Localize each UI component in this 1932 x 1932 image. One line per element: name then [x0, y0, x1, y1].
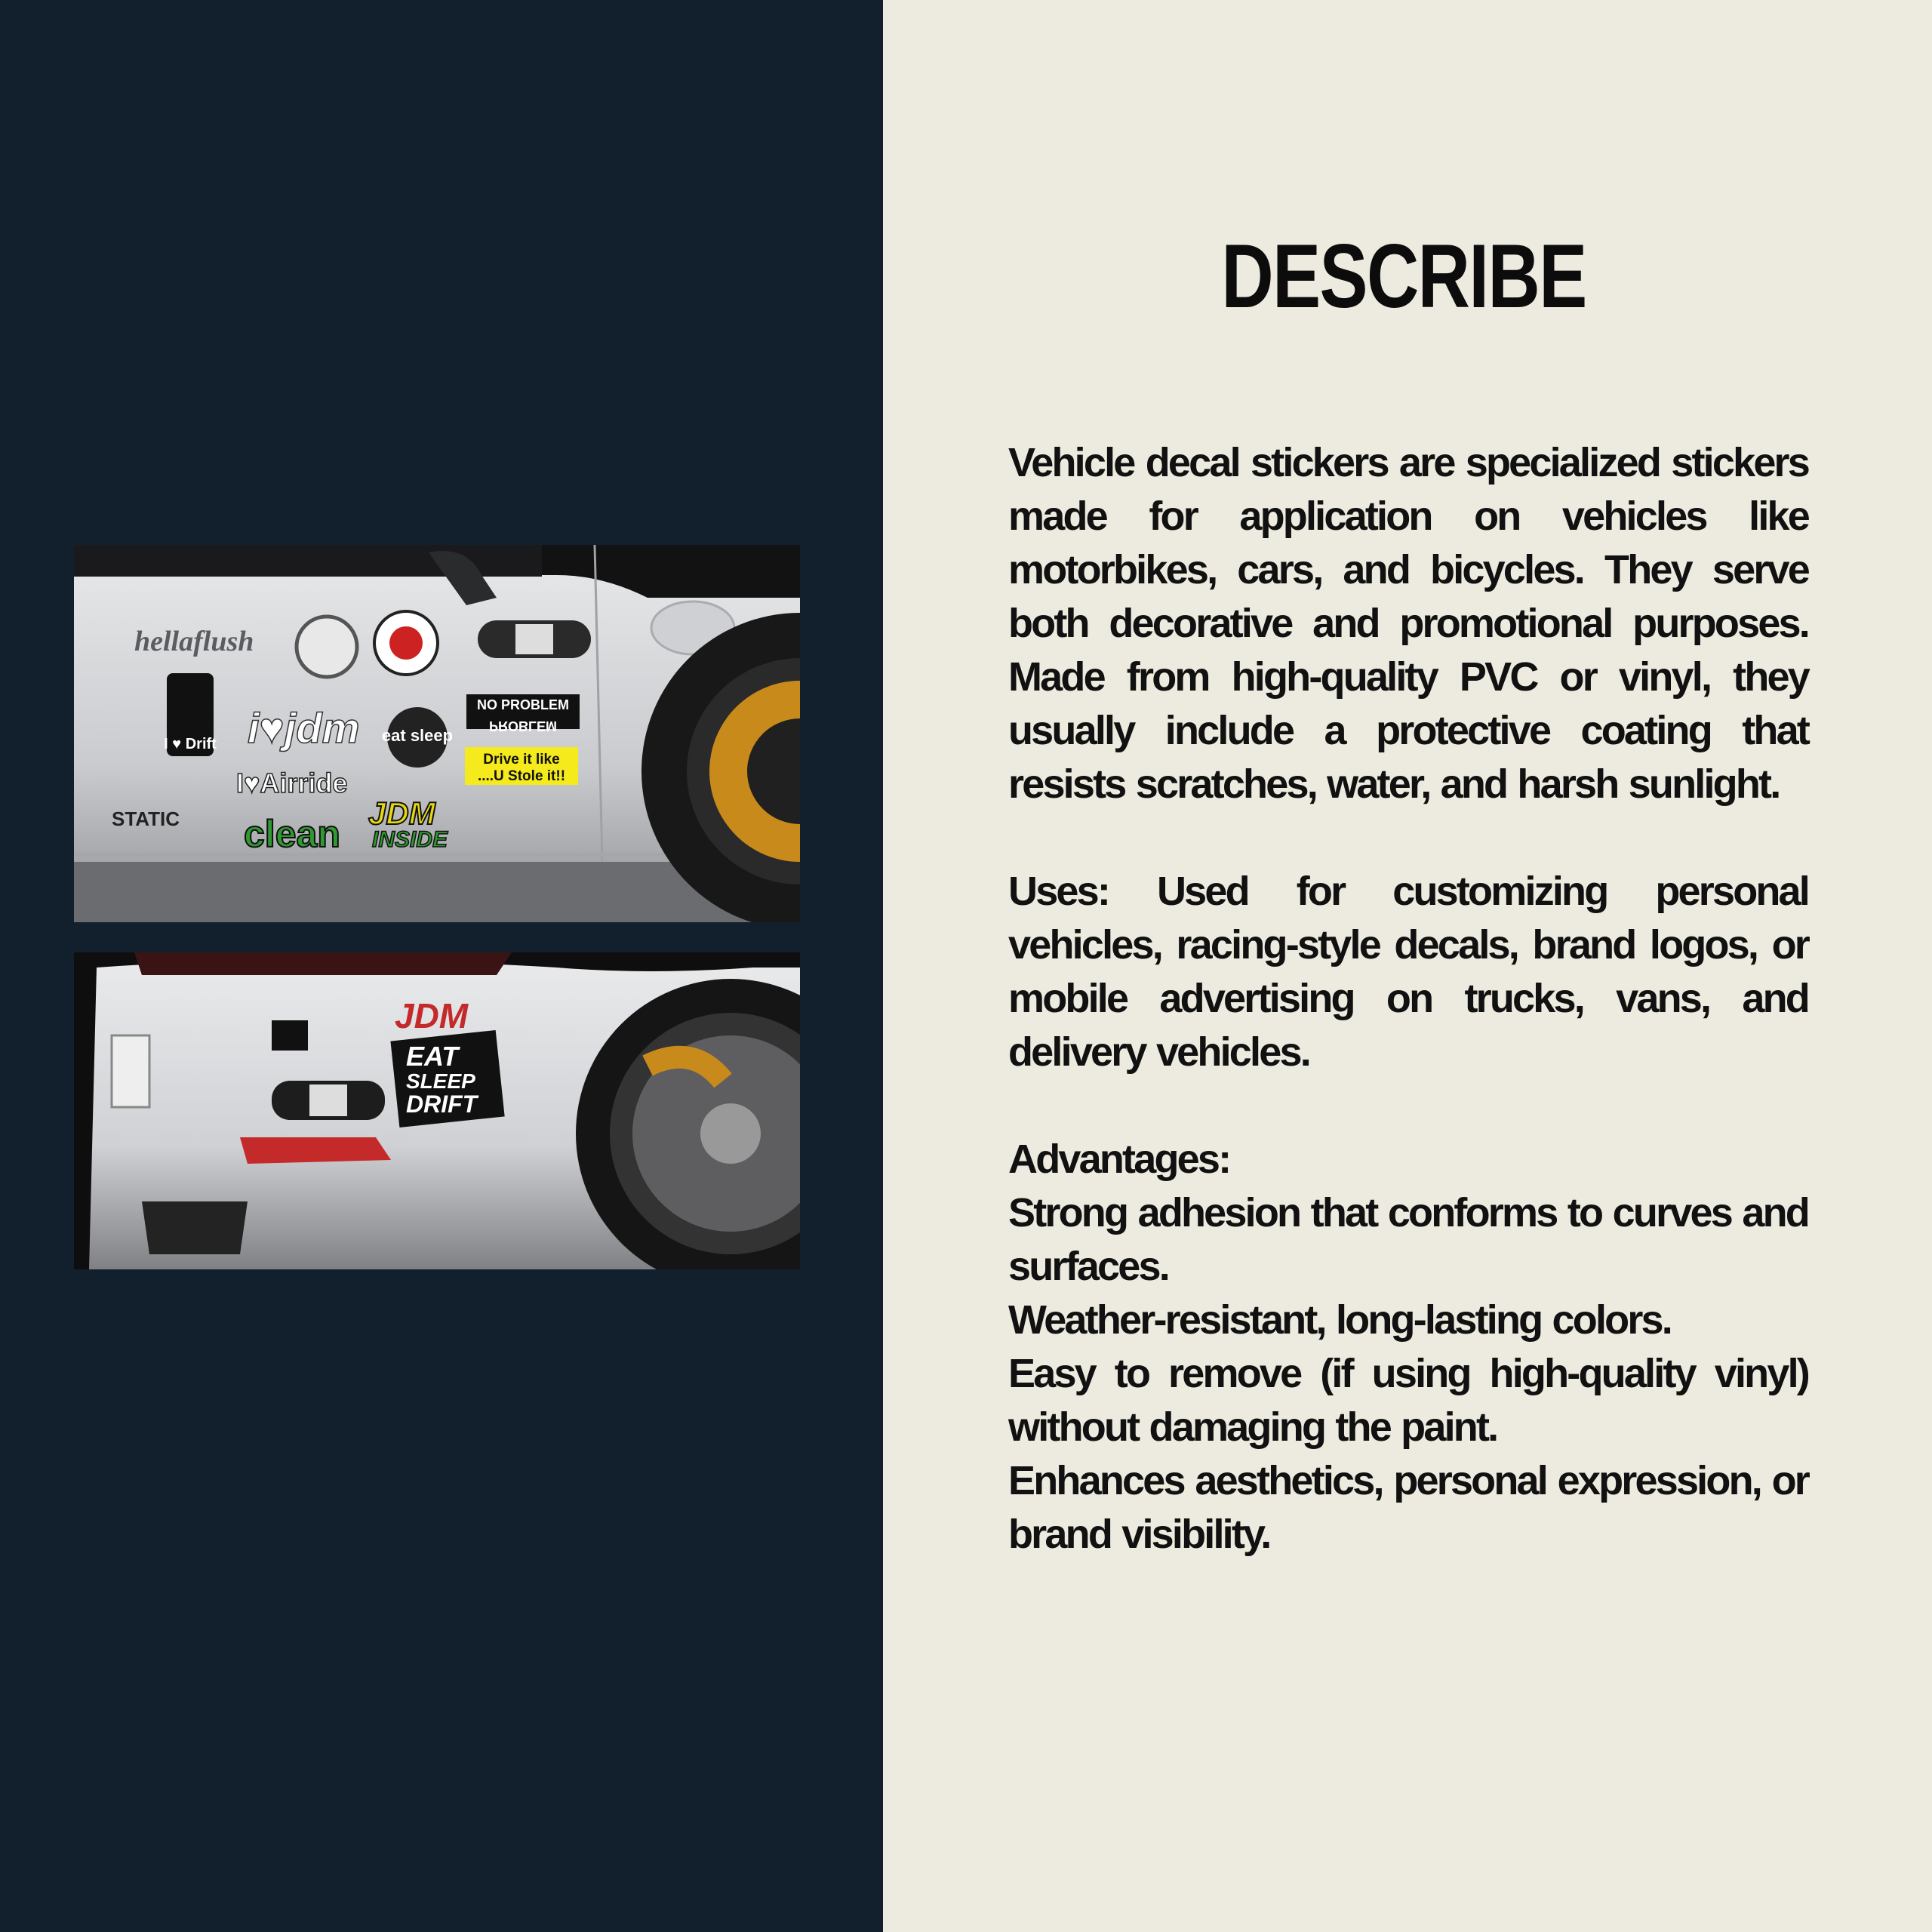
uses-paragraph: Uses: Used for customizing personal vehicles, racing-style decals, brand logos, or mobile advertising on trucks, vans, and delivery vehicles.: [1008, 869, 1808, 1075]
svg-text:I♥Airride: I♥Airride: [236, 768, 348, 798]
sticker-hellaflush: hellaflush: [134, 626, 254, 657]
small-sticker: [272, 1020, 308, 1051]
car-side-photo: [74, 545, 800, 922]
car-rear-photo: [74, 952, 800, 1269]
svg-text:Drive it like: Drive it like: [483, 752, 560, 768]
svg-text:SLEEP: SLEEP: [406, 1069, 475, 1093]
advantage-item-2: Weather-resistant, long-lasting colors.: [1008, 1297, 1671, 1343]
advantage-item-1: Strong adhesion that conforms to curves and surfaces.: [1008, 1190, 1808, 1289]
advantage-item-3: Easy to remove (if using high-quality vinyl) without damaging the paint.: [1008, 1351, 1808, 1450]
svg-text:JDM: JDM: [368, 795, 435, 831]
eat-sleep-drift-sticker: [390, 1030, 504, 1128]
static-sticker: [112, 808, 180, 830]
advantages-heading: Advantages:: [1008, 1137, 1230, 1182]
no-problem-sticker: [466, 694, 580, 734]
drift-sticker: [164, 673, 217, 756]
svg-text:DRIFT: DRIFT: [406, 1091, 478, 1118]
svg-text:PROBLEM: PROBLEM: [489, 718, 557, 734]
svg-text:STATIC: STATIC: [112, 808, 180, 830]
clean-sticker: [244, 813, 340, 855]
svg-text:NO PROBLEM: NO PROBLEM: [476, 697, 570, 712]
description-block: [1008, 436, 1808, 1561]
svg-text:JDM: JDM: [395, 996, 469, 1035]
svg-text:clean: clean: [244, 813, 340, 855]
sticker-ijdm: i♥jdm: [248, 704, 360, 752]
advantage-item-4: Enhances aesthetics, personal expression, or brand visibility.: [1008, 1458, 1808, 1557]
svg-text:eat sleep: eat sleep: [381, 726, 454, 745]
description-paragraph: Vehicle decal stickers are specialized stickers made for application on vehicles like motorbikes, cars, and bicycles. They serve both decorative and promotional purposes. Made from high-quality PVC or vinyl, they usually include a protective coating that resists scratches, water, and harsh sunlight.: [1008, 440, 1808, 807]
svg-text:I ♥ Drift: I ♥ Drift: [164, 736, 217, 752]
left-panel: [0, 0, 883, 1932]
jdm-crown-sticker: [395, 996, 469, 1035]
airride-sticker: [236, 768, 347, 798]
drive-it-sticker: [465, 747, 578, 785]
page-title: DESCRIBE: [1221, 226, 1586, 327]
bandage-sticker: [478, 620, 591, 658]
svg-text:EAT: EAT: [406, 1041, 459, 1072]
bandage-sticker-rear: [272, 1081, 385, 1120]
angry-face-sticker: [297, 617, 357, 677]
svg-text:INSIDE: INSIDE: [372, 827, 448, 852]
svg-text:....U Stole it!!: ....U Stole it!!: [477, 768, 566, 784]
